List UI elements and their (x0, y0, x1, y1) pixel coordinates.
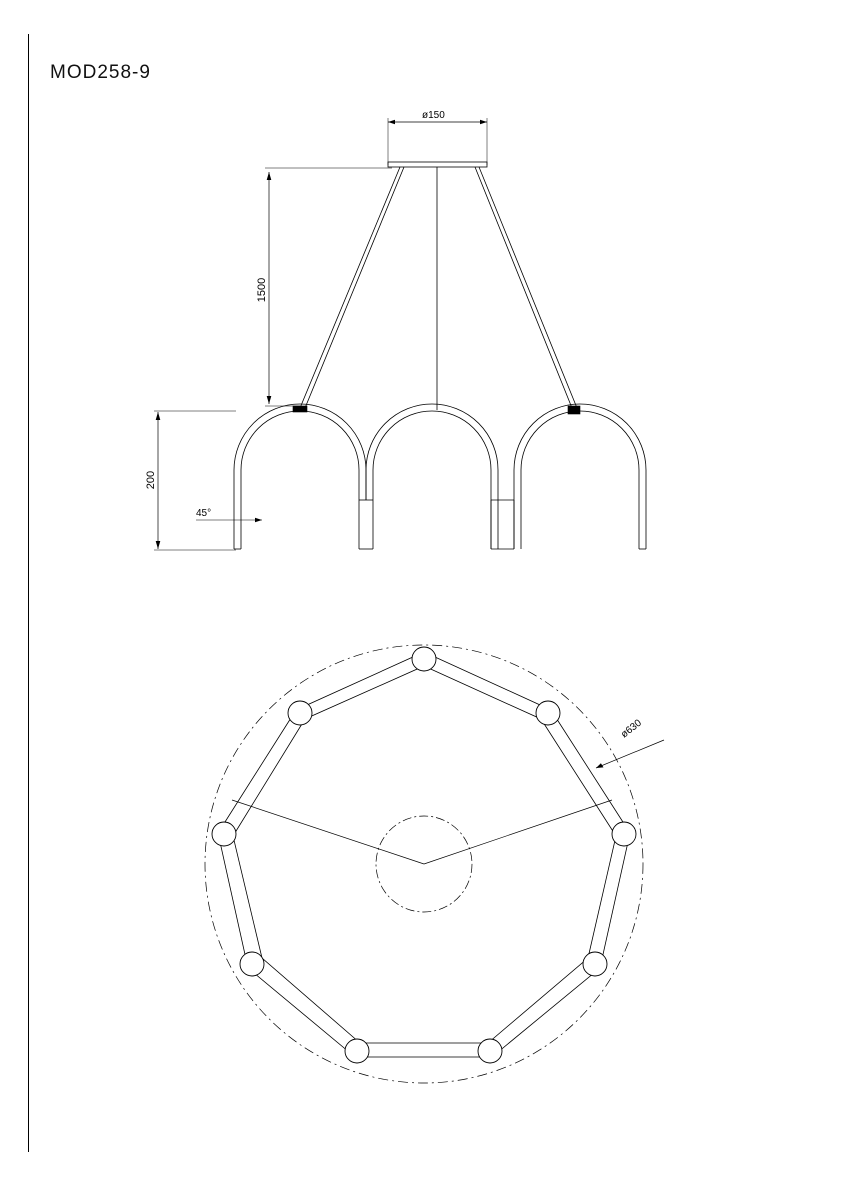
canopy-diameter-dimension (388, 110, 487, 165)
product-code-label: MOD258-9 (50, 62, 151, 83)
fixture-height-text: 200 (145, 470, 157, 490)
overall-diameter-text: ø630 (619, 717, 644, 741)
canopy-diameter-text: ø150 (422, 110, 445, 121)
arm-angle-text: 45° (196, 508, 212, 519)
cable-projection-lines (232, 660, 612, 864)
suspension-cables (300, 167, 577, 410)
fixture-arches (231, 404, 646, 549)
suspension-height-dimension (256, 168, 392, 406)
suspension-height-text: 1500 (256, 277, 268, 303)
front-elevation-view (145, 110, 646, 550)
arm-angle-dimension (196, 508, 262, 522)
plan-view (205, 645, 664, 1083)
ceiling-canopy (388, 162, 487, 167)
fixture-height-dimension (145, 411, 236, 550)
